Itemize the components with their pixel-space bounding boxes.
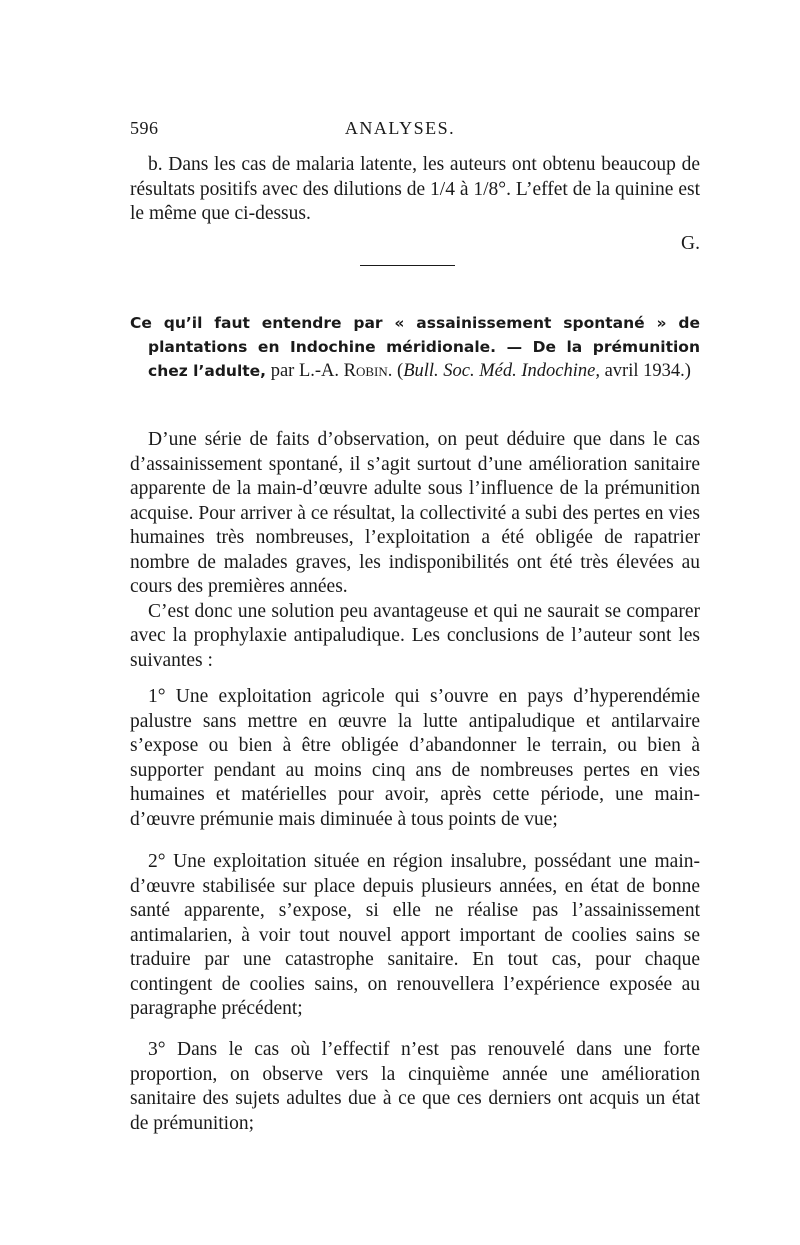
conclusion-1 [130,685,700,832]
page-header [130,118,670,142]
section-divider [360,265,455,266]
article-title-text [130,311,700,383]
title-author: Robin [343,361,388,381]
article-title [130,311,700,383]
page-number: 596 [130,118,159,138]
title-main: Ce qu’il faut entendre par « assainissement spontané » de plantations en Indochine méridionale. — De la prémunition chez l’adulte, [130,314,700,380]
author-initials: G. [681,232,700,254]
conclusion-3 [130,1038,700,1136]
title-by: par L.-A. [266,361,344,381]
running-head: ANALYSES. [344,118,456,138]
title-paren: . ( [387,361,404,381]
paragraph-b: b. Dans les cas de malaria latente, les auteurs ont obtenu beaucoup de résultats positifs avec des dilutions de 1/4 à 1/8°. L’effet de la quinine est le même que ci-dessus. [130,154,700,224]
body-paragraph: D’une série de faits d’observation, on peut déduire que dans le cas d’assainissement spontané, il s’agit surtout d’une amélioration sanitaire apparente de la main-d’œuvre adulte sous l’influence de la prémunition acquise. Pour arriver à ce résultat, la collectivité a subi des pertes en vies humaines très nombreuses, l’exploitation a été obligée de rapatrier nombre de malades graves, les indisponibilités ont été très élevées au cours des premières années. [130,429,700,597]
conclusion-2 [130,850,700,1022]
conclusion-item: 3° Dans le cas où l’effectif n’est pas renouvelé dans une forte proportion, on observe vers la cinquième année une amélioration sanitaire des sujets adultes due à ce que ces derniers ont acquis un état de prémunition; [130,1039,700,1134]
title-date: avril 1934.) [599,361,691,381]
conclusion-item: 2° Une exploitation située en région insalubre, possédant une main-d’œuvre stabilisée sur place depuis plusieurs années, en état de bonne santé apparente, s’expose, si elle ne réalise pas l’assainissement antimalarien, à voir tout nouvel apport important de coolies sains se traduire par une catastrophe sanitaire. En tout cas, pour chaque contingent de coolies sains, on renouvellera l’expérience exposée au paragraphe précédent; [130,851,700,1019]
conclusion-item: 1° Une exploitation agricole qui s’ouvre en pays d’hyperendémie palustre sans mettre en œuvre la lutte antipaludique et antilarvaire s’expose ou bien à être obligée d’abandonner le terrain, ou bien à supporter pendant au moins cinq ans de nombreuses pertes en vies humaines et matérielles pour avoir, après cette période, une main-d’œuvre prémunie mais diminuée à tous points de vue; [130,686,700,830]
body-paragraph: C’est donc une solution peu avantageuse et qui ne saurait se comparer avec la prophylaxie antipaludique. Les conclusions de l’auteur sont les suivantes : [130,600,700,671]
title-journal: Bull. Soc. Méd. Indochine, [403,361,600,381]
article-body [130,428,700,673]
previous-article-end [130,153,700,255]
